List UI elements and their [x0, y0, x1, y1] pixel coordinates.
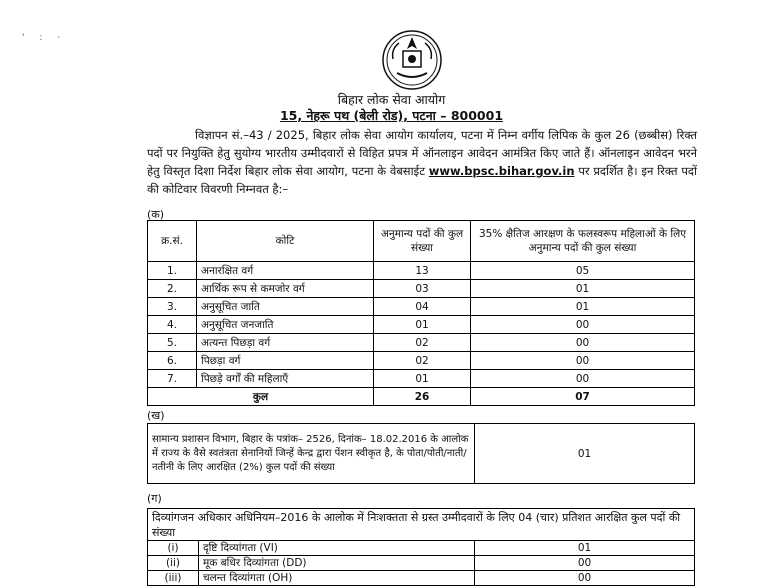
notice-number: विज्ञापन सं.–43 / 2025,: [195, 128, 309, 142]
header-sno: क्र.सं.: [148, 221, 197, 262]
total-women: 07: [471, 388, 695, 406]
row-value: 01: [475, 541, 695, 556]
row-total: 02: [374, 334, 471, 352]
section-c-label: (ग): [147, 492, 162, 505]
website-link[interactable]: www.bpsc.bihar.gov.in: [428, 164, 575, 178]
section-c-heading: दिव्यांगजन अधिकार अधिनियम–2016 के आलोक में निःशक्तता से ग्रस्त उम्मीदवारों के लिए 04 (चार) प्रतिशत आरक्षित कुल पदों की संख्या: [148, 509, 695, 541]
table-row: [148, 541, 695, 556]
row-sno: 3.: [148, 298, 197, 316]
row-sno: 6.: [148, 352, 197, 370]
table-row: [148, 556, 695, 571]
row-sno: 4.: [148, 316, 197, 334]
section-b-label: (ख): [147, 409, 165, 422]
row-category: अनुसूचित जाति: [197, 298, 374, 316]
table-row: [148, 334, 695, 352]
header-women: 35% क्षैतिज आरक्षण के फलस्वरूप महिलाओं के लिए अनुमान्य पदों की कुल संख्या: [471, 221, 695, 262]
section-a-label: (क): [147, 208, 165, 221]
row-num: (i): [148, 541, 199, 556]
table-row: [148, 352, 695, 370]
row-total: 04: [374, 298, 471, 316]
row-sno: 2.: [148, 280, 197, 298]
table-row: [148, 262, 695, 280]
row-name: चलन्त दिव्यांगता (OH): [199, 571, 475, 586]
scan-marks: ' : ·: [22, 33, 67, 43]
row-value: 00: [475, 556, 695, 571]
row-total: 01: [374, 316, 471, 334]
row-total: 02: [374, 352, 471, 370]
table-row: [148, 298, 695, 316]
section-b-text: सामान्य प्रशासन विभाग, बिहार के पत्रांक– 2526, दिनांक– 18.02.2016 के आलोक में राज्य के वैसे स्वतंत्रता सेनानियों जिन्हें केन्द्र द्वारा पेंशन स्वीकृत है, के पोता/पोती/नाती/ नतीनी के लिए आरक्षित (2%) कुल पदों की संख्या: [148, 424, 475, 484]
row-total: 03: [374, 280, 471, 298]
row-women: 01: [471, 298, 695, 316]
total-row: [148, 388, 695, 406]
row-women: 00: [471, 316, 695, 334]
row-sno: 1.: [148, 262, 197, 280]
row-category: अनुसूचित जनजाति: [197, 316, 374, 334]
row-sno: 5.: [148, 334, 197, 352]
disability-table: [147, 508, 695, 586]
total-posts: 26: [374, 388, 471, 406]
table-row: [148, 571, 695, 586]
header-total: अनुमान्य पदों की कुल संख्या: [374, 221, 471, 262]
row-category: पिछड़े वर्गों की महिलाएँ: [197, 370, 374, 388]
row-women: 00: [471, 352, 695, 370]
table-row: [148, 280, 695, 298]
row-name: मूक बधिर दिव्यांगता (DD): [199, 556, 475, 571]
section-b-value: 01: [475, 424, 695, 484]
row-num: (ii): [148, 556, 199, 571]
row-women: 05: [471, 262, 695, 280]
row-sno: 7.: [148, 370, 197, 388]
row-num: (iii): [148, 571, 199, 586]
table-row: [148, 316, 695, 334]
row-category: आर्थिक रूप से कमजोर वर्ग: [197, 280, 374, 298]
notice-paragraph: [147, 126, 697, 198]
header-category: कोटि: [197, 221, 374, 262]
table-row: [148, 370, 695, 388]
row-women: 00: [471, 334, 695, 352]
notice-text-2: पर प्रदर्शित है। इन रिक्त पदों की कोटिवार विवरणी निम्नवत है:–: [147, 164, 698, 196]
row-category: अत्यन्त पिछड़ा वर्ग: [197, 334, 374, 352]
freedom-fighter-table: [147, 423, 695, 484]
row-category: पिछड़ा वर्ग: [197, 352, 374, 370]
row-total: 01: [374, 370, 471, 388]
notice-text-1: बिहार लोक सेवा आयोग कार्यालय, पटना में निम्न वर्गीय लिपिक के कुल 26 (छब्बीस) रिक्त पदों पर नियुक्ति हेतु सुयोग्य भारतीय उम्मीदवारों से विहित प्रपत्र में ऑनलाइन आवेदन आमंत्रित किए जाते हैं। ऑनलाइन आवेदन भरने हेतु विस्तृत दिशा निर्देश बिहार लोक सेवा आयोग, पटना के वेबसाईट: [147, 128, 698, 178]
category-table: [147, 220, 695, 406]
row-value: 00: [475, 571, 695, 586]
row-name: दृष्टि दिव्यांगता (VI): [199, 541, 475, 556]
org-name: बिहार लोक सेवा आयोग: [337, 92, 446, 107]
org-address: 15, नेहरू पथ (बेली रोड), पटना – 800001: [279, 108, 504, 123]
total-label: कुल: [148, 388, 374, 406]
row-women: 00: [471, 370, 695, 388]
row-women: 01: [471, 280, 695, 298]
bihar-emblem-icon: [381, 29, 443, 91]
row-category: अनारक्षित वर्ग: [197, 262, 374, 280]
row-total: 13: [374, 262, 471, 280]
